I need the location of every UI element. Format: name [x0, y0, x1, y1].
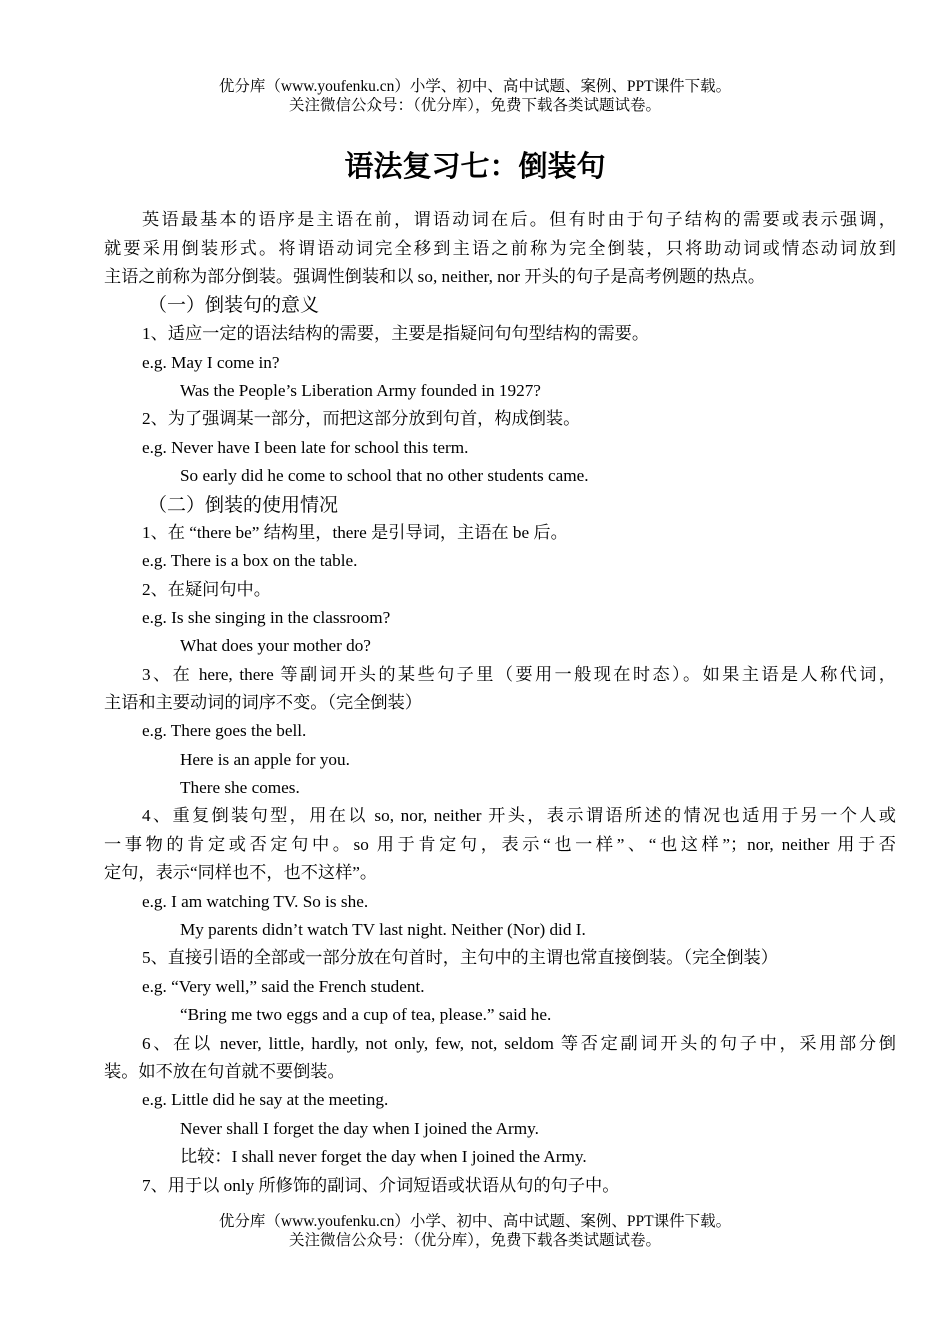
s2-rule-3-example-2: Here is an apple for you. — [180, 750, 350, 769]
intro-line-3: 主语之前称为部分倒装。强调性倒装和以 so, neither, nor 开头的句子是高考例题的热点。 — [104, 267, 766, 286]
page-header — [0, 77, 950, 115]
s2-rule-7: 7、用于以 only 所修饰的副词、介词短语或状语从句的句子中。 — [142, 1176, 620, 1195]
s2-rule-4-line-2: 一事物的肯定或否定句中。so 用于肯定句，表示“也一样”、“也这样”；nor, neither 用于否 — [104, 835, 896, 854]
s2-rule-3-example-1: e.g. There goes the bell. — [142, 721, 307, 740]
s2-rule-3-example-3: There she comes. — [180, 778, 300, 797]
s2-rule-5-example-2: “Bring me two eggs and a cup of tea, please.” said he. — [180, 1005, 552, 1024]
s2-rule-5-example-1: e.g. “Very well,” said the French student. — [142, 977, 425, 996]
s2-rule-3-line-2: 主语和主要动词的词序不变。（完全倒装） — [104, 693, 422, 712]
s2-rule-5: 5、直接引语的全部或一部分放在句首时，主句中的主谓也常直接倒装。（完全倒装） — [142, 948, 778, 967]
s1-point-1: 1、适应一定的语法结构的需要，主要是指疑问句句型结构的需要。 — [142, 324, 650, 343]
s1-point-1-example-1: e.g. May I come in? — [142, 353, 280, 372]
section-1-heading: （一）倒装句的意义 — [148, 294, 320, 316]
s2-rule-1-example-1: e.g. There is a box on the table. — [142, 551, 358, 570]
s2-rule-2-example-2: What does your mother do? — [180, 636, 371, 655]
s2-rule-4-example-1: e.g. I am watching TV. So is she. — [142, 892, 369, 911]
intro-line-1: 英语最基本的语序是主语在前，谓语动词在后。但有时由于句子结构的需要或表示强调， — [142, 210, 896, 229]
s2-rule-6-line-1: 6、在以 never, little, hardly, not only, few, not, seldom 等否定副词开头的句子中，采用部分倒 — [142, 1034, 896, 1053]
header-line-1: 优分库（www.youfenku.cn）小学、初中、高中试题、案例、PPT课件下载。 — [218, 78, 732, 95]
section-2-heading: （二）倒装的使用情况 — [148, 494, 339, 516]
s2-rule-2-example-1: e.g. Is she singing in the classroom? — [142, 608, 391, 627]
s2-rule-4-line-3: 定句，表示“同样也不，也不这样”。 — [104, 863, 378, 882]
footer-line-2: 关注微信公众号：（优分库），免费下载各类试题试卷。 — [288, 1232, 661, 1249]
page-footer — [0, 1212, 950, 1250]
s2-rule-3-line-1: 3、在 here, there 等副词开头的某些句子里（要用一般现在时态）。如果主语是人称代词， — [142, 665, 896, 684]
s2-rule-1: 1、在 “there be” 结构里，there 是引导词，主语在 be 后。 — [142, 523, 568, 542]
s1-point-1-example-2: Was the People’s Liberation Army founded in 1927? — [180, 381, 541, 400]
s2-rule-6-line-2: 装。如不放在句首就不要倒装。 — [104, 1062, 345, 1081]
s2-rule-2: 2、在疑问句中。 — [142, 580, 271, 599]
s2-rule-6-example-1: e.g. Little did he say at the meeting. — [142, 1090, 389, 1109]
s2-rule-4-example-2: My parents didn’t watch TV last night. Neither (Nor) did I. — [180, 920, 586, 939]
header-line-2: 关注微信公众号：（优分库），免费下载各类试题试卷。 — [288, 97, 661, 114]
s2-rule-6-comparison: 比较：I shall never forget the day when I joined the Army. — [180, 1147, 587, 1166]
s2-rule-4-line-1: 4、重复倒装句型，用在以 so, nor, neither 开头，表示谓语所述的情况也适用于另一个人或 — [142, 806, 896, 825]
footer-line-1: 优分库（www.youfenku.cn）小学、初中、高中试题、案例、PPT课件下载。 — [218, 1213, 732, 1230]
page-title: 语法复习七：倒装句 — [344, 149, 606, 183]
s2-rule-6-example-2: Never shall I forget the day when I joined the Army. — [180, 1119, 539, 1138]
s1-point-2-example-1: e.g. Never have I been late for school this term. — [142, 438, 469, 457]
s1-point-2-example-2: So early did he come to school that no other students came. — [180, 466, 589, 485]
intro-line-2: 就要采用倒装形式。将谓语动词完全移到主语之前称为完全倒装，只将助动词或情态动词放到 — [104, 239, 896, 258]
s1-point-2: 2、为了强调某一部分，而把这部分放到句首，构成倒装。 — [142, 409, 581, 428]
